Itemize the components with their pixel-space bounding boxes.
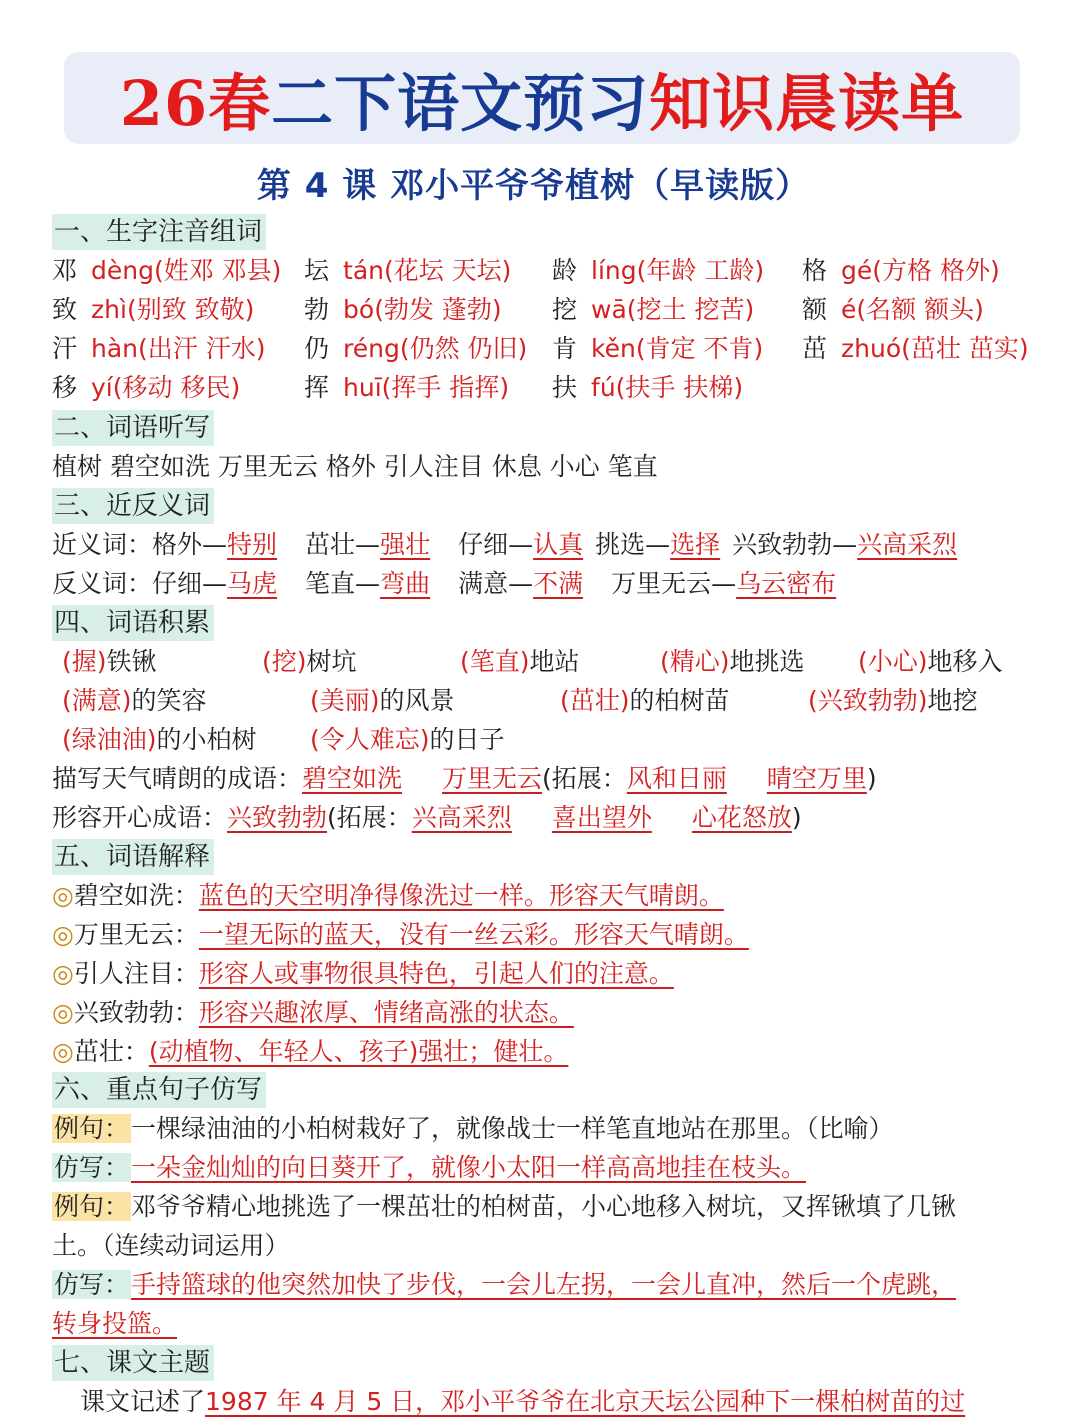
- section-6-heading: 六、重点句子仿写: [52, 1072, 266, 1108]
- synonym-item: 兴致勃勃—兴高采烈: [732, 530, 958, 559]
- imitation-sentence-1: 仿写：一朵金灿灿的向日葵开了，就像小太阳一样高高地挂在枝头。: [54, 1153, 807, 1182]
- idiom: 万里无云: [442, 764, 543, 793]
- antonym-line: [52, 566, 836, 602]
- char-entry: 格 gé(方格 格外): [802, 256, 1000, 285]
- phrase-item: (满意)的笑容: [62, 686, 207, 715]
- char-entry: 移 yí(移动 移民): [52, 373, 241, 402]
- title-part2: 二下语文预习: [271, 66, 650, 140]
- section-4-heading: 四、词语积累: [52, 605, 214, 641]
- weather-idioms-line: 描写天气晴朗的成语：碧空如洗 万里无云(拓展：风和日丽 晴空万里): [52, 764, 877, 793]
- definition-item: ◎兴致勃勃：形容兴趣浓厚、情绪高涨的状态。: [52, 998, 574, 1027]
- phrase-item: (令人难忘)的日子: [310, 725, 505, 754]
- synonym-item: 茁壮—强壮: [305, 530, 431, 559]
- imitation-label: 仿写：: [54, 1270, 130, 1299]
- definition-item: ◎茁壮：(动植物、年轻人、孩子)强壮；健壮。: [52, 1037, 569, 1066]
- section-2-heading: 二、词语听写: [52, 410, 214, 446]
- char-entry: 坛 tán(花坛 天坛): [304, 256, 512, 285]
- lesson-title: 第 4 课 邓小平爷爷植树（早读版）: [256, 166, 811, 206]
- example-sentence-2-cont: 土。（连续动词运用）: [52, 1231, 290, 1260]
- section-3-heading: 三、近反义词: [52, 488, 214, 524]
- synonym-label: 近义词：: [52, 530, 153, 559]
- idiom: 兴高采烈: [411, 803, 512, 832]
- antonym-item: 仔细—马虎: [152, 569, 278, 598]
- char-entry: 扶 fú(扶手 扶梯): [552, 373, 744, 402]
- section-1-heading: 一、生字注音组词: [52, 214, 266, 250]
- title-banner: [64, 52, 1020, 144]
- phrase-item: (笔直)地站: [460, 647, 580, 676]
- char-entry: 挥 huī(挥手 指挥): [304, 373, 510, 402]
- char-entry: 仍 réng(仍然 仍旧): [304, 334, 528, 363]
- char-entry: 挖 wā(挖土 挖苦): [552, 295, 755, 324]
- synonym-item: 格外—特别: [152, 530, 278, 559]
- imitation-label: 仿写：: [54, 1153, 130, 1182]
- phrase-item: (精心)地挑选: [660, 647, 805, 676]
- idiom: 碧空如洗: [302, 764, 403, 793]
- example-label: 例句：: [54, 1192, 130, 1221]
- char-entry: 茁 zhuó(茁壮 茁实): [802, 334, 1029, 363]
- section-5-heading: 五、词语解释: [52, 839, 214, 875]
- synonym-item: 挑选—选择: [595, 530, 721, 559]
- antonym-item: 笔直—弯曲: [305, 569, 431, 598]
- char-entry: 勃 bó(勃发 蓬勃): [304, 295, 502, 324]
- definition-item: ◎引人注目：形容人或事物很具特色，引起人们的注意。: [52, 959, 674, 988]
- char-entry: 龄 líng(年龄 工龄): [552, 256, 765, 285]
- section-7-heading: 七、课文主题: [52, 1345, 214, 1381]
- idiom: 风和日丽: [626, 764, 727, 793]
- imitation-sentence-2: 仿写：手持篮球的他突然加快了步伐，一会儿左拐，一会儿直冲，然后一个虎跳，: [54, 1270, 957, 1299]
- idiom: 心花怒放: [691, 803, 792, 832]
- example-sentence-2: 例句：邓爷爷精心地挑选了一棵茁壮的柏树苗，小心地移入树坑，又挥锹填了几锹: [54, 1192, 957, 1221]
- idiom: 晴空万里: [766, 764, 867, 793]
- antonym-item: 满意—不满: [458, 569, 584, 598]
- idiom: 喜出望外: [551, 803, 652, 832]
- example-label: 例句：: [54, 1114, 130, 1143]
- synonym-line: [52, 527, 957, 563]
- idiom: 兴致勃勃: [227, 803, 328, 832]
- char-entry: 额 é(名额 额头): [802, 295, 984, 324]
- happy-idioms-line: 形容开心成语：兴致勃勃(拓展：兴高采烈 喜出望外 心花怒放): [52, 803, 802, 832]
- phrase-item: (茁壮)的柏树苗: [560, 686, 730, 715]
- definition-item: ◎万里无云：一望无际的蓝天，没有一丝云彩。形容天气晴朗。: [52, 920, 749, 949]
- example-sentence-1: 例句：一棵绿油油的小柏树栽好了，就像战士一样笔直地站在那里。（比喻）: [54, 1114, 894, 1143]
- char-entry: 邓 dèng(姓邓 邓县): [52, 256, 282, 285]
- theme-text: 课文记述了1987 年 4 月 5 日，邓小平爷爷在北京天坛公园种下一棵柏树苗的过: [80, 1387, 966, 1416]
- title-part3: 知识晨读单: [649, 66, 965, 140]
- dictation-words: 植树 碧空如洗 万里无云 格外 引人注目 休息 小心 笔直: [52, 452, 658, 481]
- phrase-item: (小心)地移入: [858, 647, 1003, 676]
- char-entry: 致 zhì(别致 致敬): [52, 295, 255, 324]
- phrase-item: (美丽)的风景: [310, 686, 455, 715]
- char-entry: 汗 hàn(出汗 汗水): [52, 334, 266, 363]
- title-part1: 26春: [119, 66, 272, 140]
- antonym-label: 反义词：: [52, 569, 153, 598]
- synonym-item: 仔细—认真: [458, 530, 584, 559]
- antonym-item: 万里无云—乌云密布: [611, 569, 837, 598]
- phrase-item: (握)铁锹: [62, 647, 157, 676]
- phrase-item: (绿油油)的小柏树: [62, 725, 257, 754]
- phrase-item: (兴致勃勃)地挖: [808, 686, 978, 715]
- imitation-sentence-2-cont: 转身投篮。: [52, 1309, 178, 1338]
- phrase-item: (挖)树坑: [262, 647, 357, 676]
- definition-item: ◎碧空如洗：蓝色的天空明净得像洗过一样。形容天气晴朗。: [52, 881, 724, 910]
- char-entry: 肯 kěn(肯定 不肯): [552, 334, 764, 363]
